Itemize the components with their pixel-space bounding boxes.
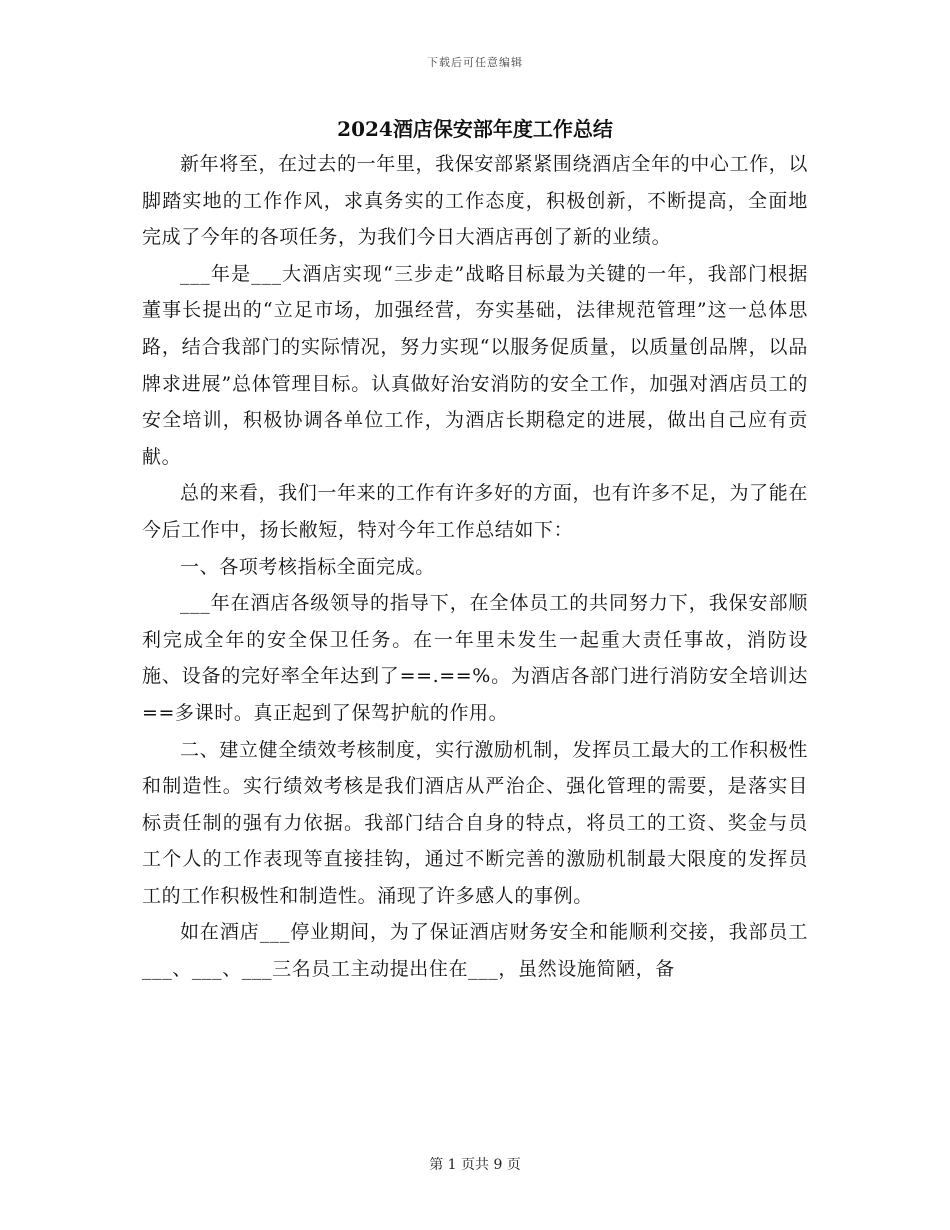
paragraph-overview: 总的来看，我们一年来的工作有许多好的方面，也有许多不足，为了能在今后工作中，扬长敝短，特对今年工作总结如下： — [142, 482, 808, 541]
paragraph-example: 如在酒店___停业期间，为了保证酒店财务安全和能顺利交接，我部员工___、___、___三名员工主动提出住在___，虽然设施简陋，备 — [142, 921, 808, 981]
paragraph-strategy: ___年是___大酒店实现“三步走”战略目标最为关键的一年，我部门根据董事长提出的“立足市场，加强经营，夯实基础，法律规范管理”这一总体思路，结合我部门的实际情况，努力实现“以服务促质量，以质量创品牌，以品牌求进展”总体管理目标。认真做好治安消防的安全工作，加强对酒店员工的安全培训，积极协调各单位工作，为酒店长期稳定的进展，做出自己应有贡献。 — [142, 262, 808, 468]
header-note: 下载后可任意编辑 — [427, 56, 523, 69]
section-heading-1: 一、各项考核指标全面完成。 — [180, 555, 435, 578]
paragraph-intro: 新年将至，在过去的一年里，我保安部紧紧围绕酒店全年的中心工作，以脚踏实地的工作作风，求真务实的工作态度，积极创新，不断提高，全面地完成了今年的各项任务，为我们今日大酒店再创了新的业绩。 — [142, 153, 808, 249]
document-body — [142, 146, 808, 988]
paragraph-targets: ___年在酒店各级领导的指导下，在全体员工的共同努力下，我保安部顺利完成全年的安全保卫任务。在一年里未发生一起重大责任事故，消防设施、设备的完好率全年达到了==.==%。为酒店各部门进行消防安全培训达==多课时。真正起到了保驾护航的作用。 — [142, 592, 808, 724]
document-title: 2024酒店保安部年度工作总结 — [337, 117, 613, 141]
page-number-footer: 第 1 页共 9 页 — [429, 1157, 521, 1173]
section-heading-2: 二、建立健全绩效考核制度，实行激励机制，发挥员工最大的工作积极性和制造性。实行绩效考核是我们酒店从严治企、强化管理的需要，是落实目标责任制的强有力依据。我部门结合自身的特点，将员工的工资、奖金与员工个人的工作表现等直接挂钩，通过不断完善的激励机制最大限度的发挥员工的工作积极性和制造性。涌现了许多感人的事例。 — [142, 738, 808, 907]
